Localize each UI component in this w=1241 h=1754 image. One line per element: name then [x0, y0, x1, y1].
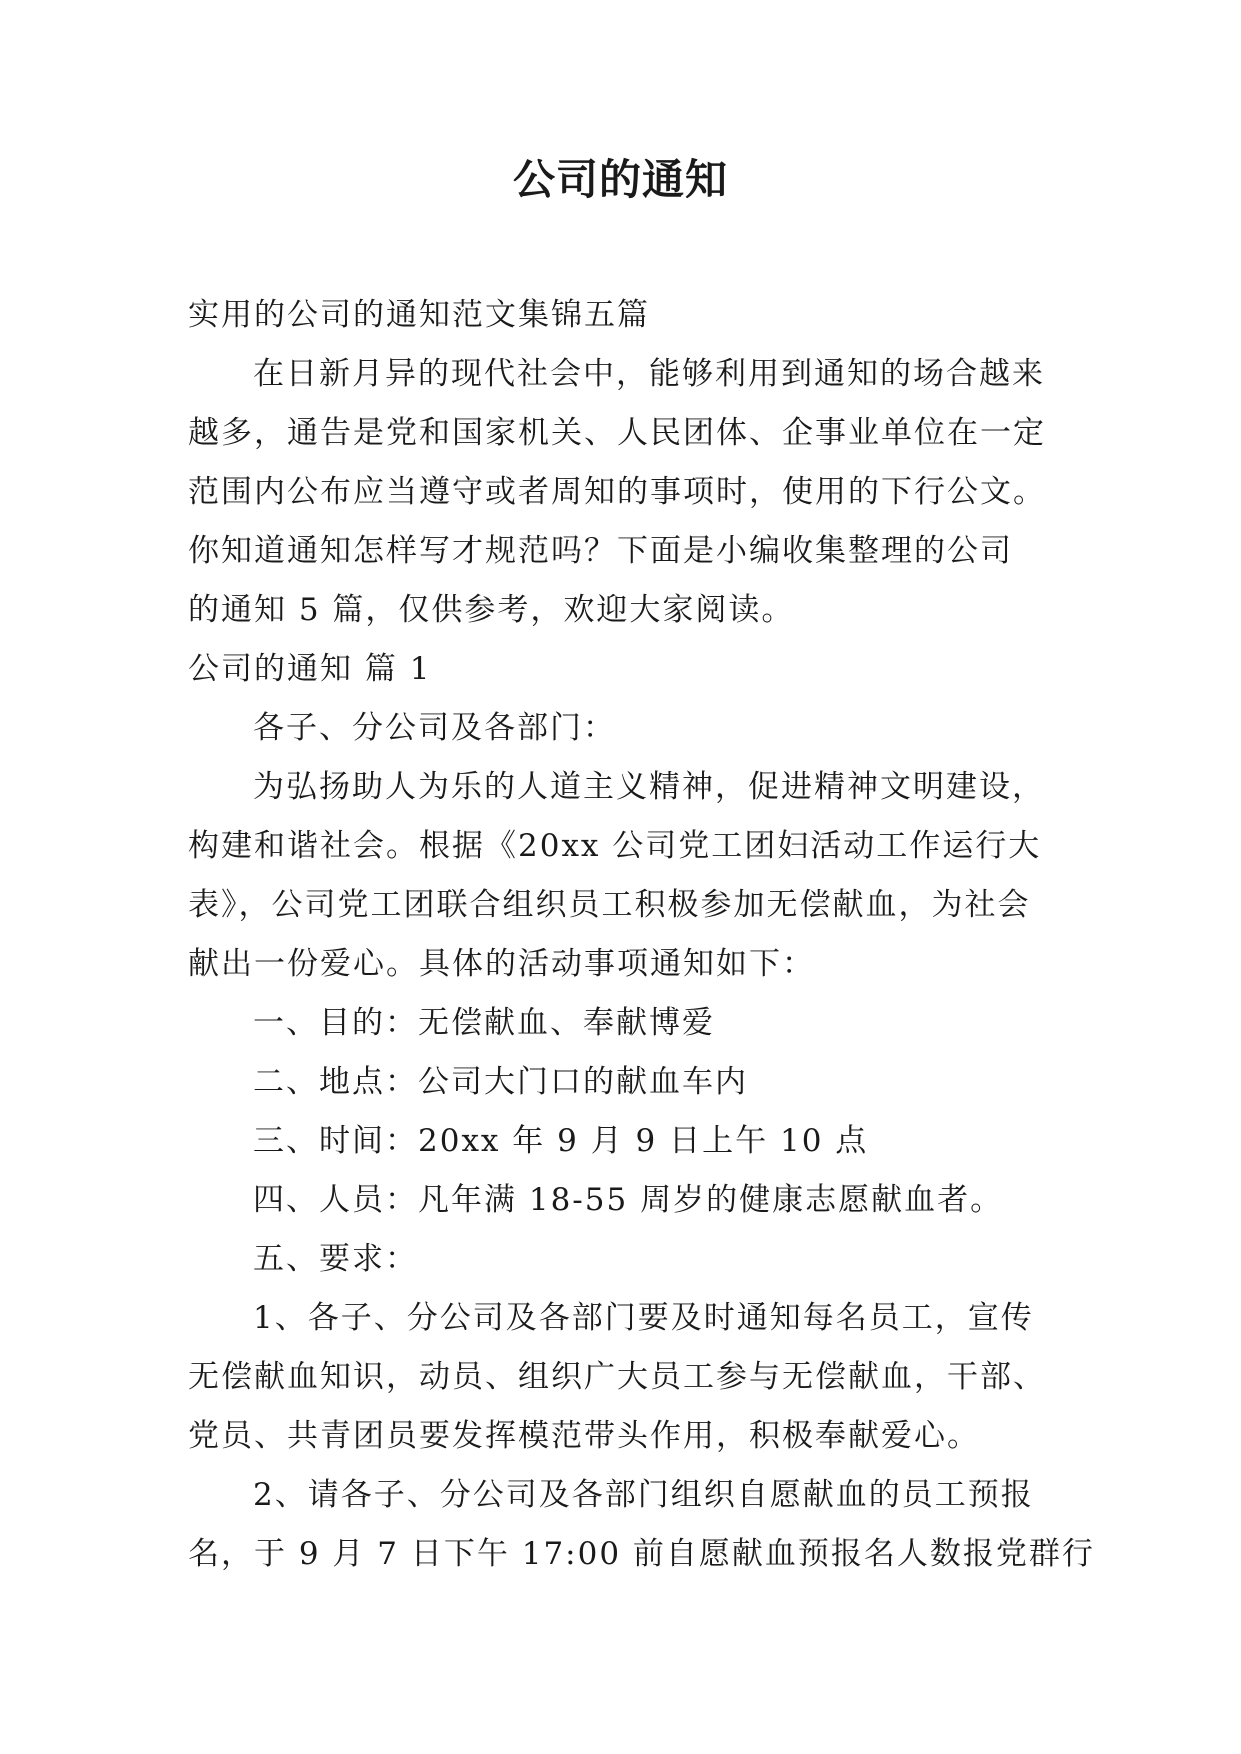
text-line: 二、地点：公司大门口的献血车内: [253, 1064, 748, 1100]
text-line: 表》，公司党工团联合组织员工积极参加无偿献血，为社会: [188, 887, 1031, 923]
text-line: 四、人员：凡年满 18-55 周岁的健康志愿献血者。: [253, 1182, 1004, 1218]
text-line: 公司的通知 篇 1: [188, 651, 432, 687]
text-line: 无偿献血知识，动员、组织广大员工参与无偿献血，干部、: [188, 1359, 1046, 1395]
text-line: 三、时间：20xx 年 9 月 9 日上午 10 点: [253, 1123, 869, 1159]
text-line: 党员、共青团员要发挥模范带头作用，积极奉献爱心。: [188, 1418, 980, 1454]
text-line: 实用的公司的通知范文集锦五篇: [188, 297, 650, 333]
text-line: 的通知 5 篇，仅供参考，欢迎大家阅读。: [188, 592, 795, 628]
text-line: 你知道通知怎样写才规范吗？下面是小编收集整理的公司: [188, 533, 1013, 569]
text-line: 各子、分公司及各部门：: [253, 710, 616, 746]
text-line: 一、目的：无偿献血、奉献博爱: [253, 1005, 715, 1041]
text-line: 在日新月异的现代社会中，能够利用到通知的场合越来: [253, 356, 1045, 392]
document-body: [188, 286, 1095, 1584]
text-line: 1、各子、分公司及各部门要及时通知每名员工，宣传: [253, 1300, 1034, 1336]
text-line: 2、请各子、分公司及各部门组织自愿献血的员工预报: [253, 1477, 1034, 1513]
text-line: 越多，通告是党和国家机关、人民团体、企事业单位在一定: [188, 415, 1046, 451]
text-line: 为弘扬助人为乐的人道主义精神，促进精神文明建设，: [253, 769, 1045, 805]
text-line: 献出一份爱心。具体的活动事项通知如下：: [188, 946, 815, 982]
text-line: 范围内公布应当遵守或者周知的事项时，使用的下行公文。: [188, 474, 1046, 510]
text-line: 构建和谐社会。根据《20xx 公司党工团妇活动工作运行大: [188, 828, 1042, 864]
text-line: 五、要求：: [253, 1241, 418, 1277]
text-line: 名，于 9 月 7 日下午 17:00 前自愿献血预报名人数报党群行: [188, 1536, 1095, 1572]
document-title: 公司的通知: [512, 155, 728, 204]
